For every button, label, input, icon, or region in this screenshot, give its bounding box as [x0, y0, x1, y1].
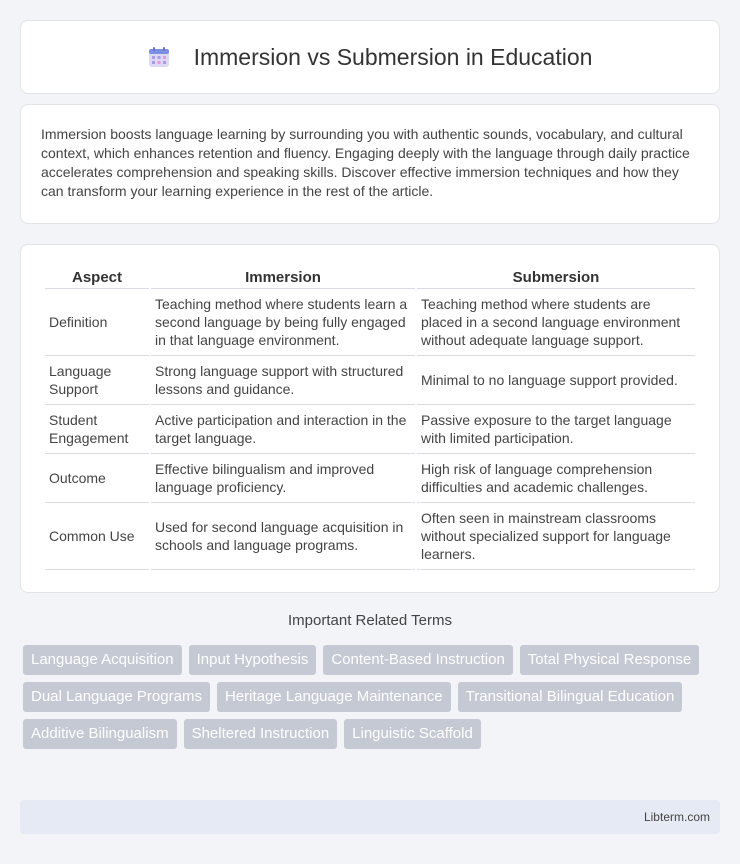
cell-aspect: Language Support [45, 356, 149, 405]
header-immersion: Immersion [151, 265, 415, 289]
cell-submersion: Teaching method where students are placed in a second language environment without adequate language support. [417, 289, 695, 356]
cell-submersion: High risk of language comprehension difficulties and academic challenges. [417, 454, 695, 503]
related-term-tag[interactable]: Heritage Language Maintenance [217, 682, 451, 712]
footer [20, 800, 720, 834]
table-row [45, 405, 695, 454]
header-card [20, 20, 720, 94]
related-term-tag[interactable]: Sheltered Instruction [184, 719, 338, 749]
related-term-tag[interactable]: Additive Bilingualism [23, 719, 177, 749]
related-term-tag[interactable]: Transitional Bilingual Education [458, 682, 683, 712]
header-submersion: Submersion [417, 265, 695, 289]
table-row [45, 289, 695, 356]
cell-immersion: Teaching method where students learn a second language by being fully engaged in that language environment. [151, 289, 415, 356]
related-term-tag[interactable]: Content-Based Instruction [323, 645, 512, 675]
cell-immersion: Strong language support with structured lessons and guidance. [151, 356, 415, 405]
cell-submersion: Often seen in mainstream classrooms without specialized support for language learners. [417, 503, 695, 570]
cell-immersion: Effective bilingualism and improved language proficiency. [151, 454, 415, 503]
comparison-table-card [20, 244, 720, 593]
calendar-icon [148, 46, 170, 68]
intro-text: Immersion boosts language learning by surrounding you with authentic sounds, vocabulary, and cultural context, which enhances retention and fluency. Engaging deeply with the language through daily practice accelerates comprehension and speaking skills. Discover effective immersion techniques and how they can transform your learning experience in the rest of the article. [41, 126, 690, 199]
related-term-tag[interactable]: Input Hypothesis [189, 645, 317, 675]
related-term-tag[interactable]: Language Acquisition [23, 645, 182, 675]
footer-site-link[interactable]: Libterm.com [643, 810, 710, 824]
related-terms-title: Important Related Terms [288, 612, 452, 629]
related-term-tag[interactable]: Linguistic Scaffold [344, 719, 481, 749]
cell-aspect: Common Use [45, 503, 149, 570]
cell-aspect: Outcome [45, 454, 149, 503]
cell-immersion: Used for second language acquisition in schools and language programs. [151, 503, 415, 570]
related-term-tag[interactable]: Dual Language Programs [23, 682, 210, 712]
table-row [45, 503, 695, 570]
table-row [45, 454, 695, 503]
cell-submersion: Passive exposure to the target language with limited participation. [417, 405, 695, 454]
page-title: Immersion vs Submersion in Education [193, 43, 593, 70]
related-term-tag[interactable]: Total Physical Response [520, 645, 699, 675]
table-row [45, 356, 695, 405]
related-terms-list [23, 645, 713, 749]
cell-aspect: Definition [45, 289, 149, 356]
cell-immersion: Active participation and interaction in the target language. [151, 405, 415, 454]
cell-submersion: Minimal to no language support provided. [417, 356, 695, 405]
cell-aspect: Student Engagement [45, 405, 149, 454]
header-aspect: Aspect [45, 265, 149, 289]
comparison-table [43, 265, 697, 570]
intro-card [20, 104, 720, 224]
table-header-row [45, 265, 695, 289]
